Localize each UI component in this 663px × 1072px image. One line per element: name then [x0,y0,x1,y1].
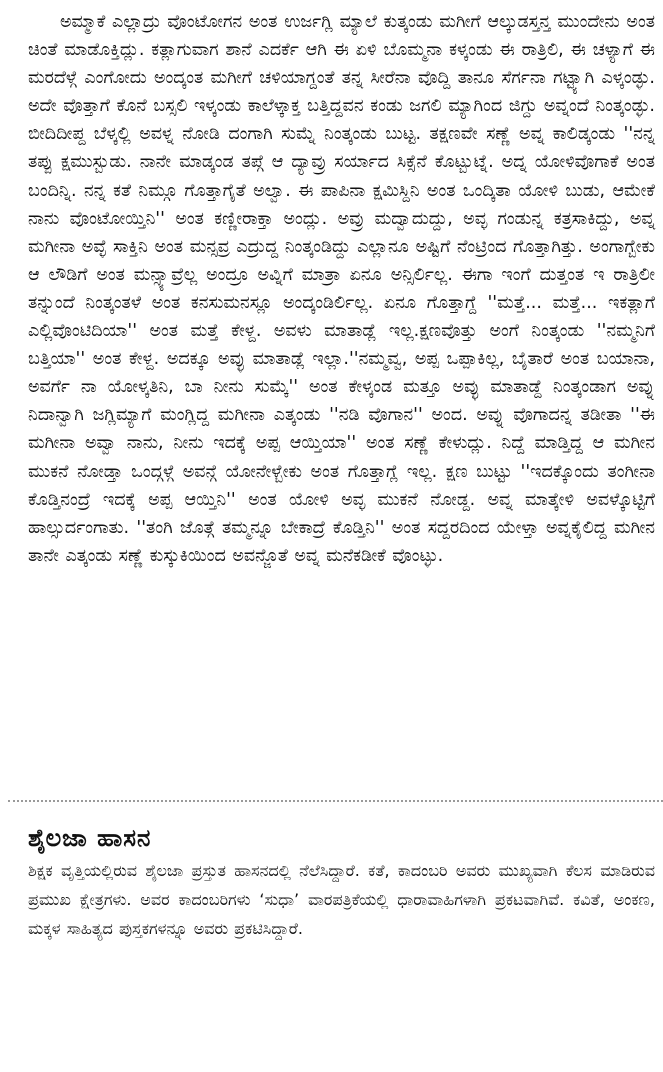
section-divider [8,800,663,802]
story-paragraph: ಅಮ್ಮಾಕೆ ಎಲ್ಲಾದ್ರು ವೊಂಟೋಗನ ಅಂತ ಉರ್ಜಗ್ಲಿ ಮ್ಯಾಲೆ ಕುತ್ಕಂಡು ಮಗೀಗೆ ಆಲ್ಕುಡಸ್ತನ್ತ ಮುಂದೇನು ಅಂತ ಚಿಂತೆ ಮಾಡೊಕ್ತಿದ್ಲು. ಕತ್ಲಾಗುವಾಗ ಶಾನೆ ಎದರ್ಕೆ ಆಗಿ ಈ ಏಳಿ ಬೊಮ್ಮನಾ ಕಳ್ಕಂಡು ಈ ರಾತ್ರಿಲಿ, ಈ ಚಳ್ಯಾಗೆ ಈ ಮರದೆಳ್ಗೆ ಎಂಗೋದು ಅಂದ್ಕಂತ ಮಗೀಗೆ ಚಳಿಯಾಗ್ದಂತೆ ತನ್ನ ಸೀರೆನಾ ವೊದ್ದಿ ತಾನೂ ಸೆರ್ಗನಾ ಗಟ್ಟ್ಯಾಗಿ ಎಳ್ಕಂಡ್ಳು. ಅದೇ ವೊತ್ತಾಗೆ ಕೊನೆ ಬಸ್ಸಲಿ ಇಳ್ಕಂಡು ಕಾಲೆಳ್ಕಾಕ್ತ ಬತ್ತಿದ್ದವನ ಕಂಡು ಜಗಲಿ ಮ್ಯಾಗಿಂದ ಜಿಗ್ದು ಅವ್ನಂದೆ ನಿಂತ್ಕಂಡ್ಳು. ಬೀದಿದೀಪ್ದ ಬೆಳ್ಕಲ್ಲಿ ಅವಳ್ನ ನೋಡಿ ದಂಗಾಗಿ ಸುಮ್ನೆ ನಿಂತ್ಕಂಡು ಬುಟ್ಟ. ತಕ್ಷಣವೇ ಸಣ್ಣೆ ಅವ್ನ ಕಾಲಿಡ್ಕಂಡು ''ನನ್ನ ತಪ್ಪು ಕ್ಷಮುಸ್ಬುಡು. ನಾನೇ ಮಾಡ್ಕಂಡ ತಪ್ಗೆ ಆ ದ್ಯಾವ್ರು ಸರ್ಯಾದ ಸಿಕ್ಸೆನೆ ಕೊಟ್ಬುಟ್ನೆ. ಅದ್ನ ಯೋಳಿವೊಗಾಕೆ ಅಂತ ಬಂದಿನ್ನಿ. ನನ್ನ ಕತೆ ನಿಮ್ಗೂ ಗೊತ್ತಾಗೈತೆ ಅಲ್ವಾ. ಈ ಪಾಪಿನಾ ಕ್ಷಮಿಸ್ದಿನಿ ಅಂತ ಒಂದ್ಕಿತಾ ಯೋಳಿ ಬುಡು, ಆಮೇಕೆ ನಾನು ವೊಂಟೋಯ್ತಿನಿ'' ಅಂತ ಕಣ್ಣೀರಾಕ್ತಾ ಅಂದ್ಲು. ಅವ್ರು ಮದ್ವಾದುದ್ದು, ಅವ್ಳ ಗಂಡುನ್ನ ಕತ್ರಸಾಕಿದ್ದು, ಅವ್ನ ಮಗೀನಾ ಅವ್ಳೆ ಸಾಕ್ತಿನಿ ಅಂತ ಮನ್ಸವ್ರ ಎದ್ರುದ್ದ ನಿಂತ್ಕಂಡಿದ್ದು ಎಲ್ಲಾನೂ ಅಷ್ಟಿಗೆ ನೆಂಟ್ರಿಂದ ಗೊತ್ತಾಗಿತ್ತು. ಅಂಗಾಗ್ಬೇಕು ಆ ಲೌಡಿಗೆ ಅಂತ ಮನ್ಸ್ಯಾವ್ರೆಲ್ಲ ಅಂದ್ರೂ ಅವ್ನಿಗೆ ಮಾತ್ರಾ ಏನೂ ಅನ್ಸಿರ್ಲಿಲ್ಲ. ಈಗಾ ಇಂಗೆ ದುತ್ತಂತ ಇ ರಾತ್ರಿಲೀ ತನ್ನುಂದೆ ನಿಂತ್ಕಂತಳೆ ಅಂತ ಕನಸುಮನಸ್ಲೂ ಅಂದ್ಕಂಡಿರ್ಲಿಲ್ಲ. ಏನೂ ಗೊತ್ತಾಗ್ದೆ ''ಮತ್ತೆ... ಮತ್ತೆ... ಇಕತ್ಲಾಗೆ ಎಲ್ಲಿವೊಂಟಿದಿಯಾ'' ಅಂತ ಮತ್ತೆ ಕೇಳ್ದ. ಅವಳು ಮಾತಾಡ್ಲೆ ಇಲ್ಲ.ಕ್ಷಣವೊತ್ತು ಅಂಗೆ ನಿಂತ್ಕಂಡು ''ನಮ್ಮನಿಗೆ ಬತ್ತಿಯಾ'' ಅಂತ ಕೇಳ್ದ. ಅದಕ್ಕೂ ಅವ್ಳು ಮಾತಾಡ್ಲೆ ಇಲ್ಲಾ.''ನಮ್ಮವ್ವ, ಅಪ್ಪ ಒಪ್ಪಾಕಿಲ್ಲ, ಬೈತಾರೆ ಅಂತ ಬಯಾನಾ, ಅವರ್ಗೆ ನಾ ಯೋಳ್ಕತಿನಿ, ಬಾ ನೀನು ಸುಮ್ಕೆ'' ಅಂತ ಕೇಳ್ಕಂಡ ಮತ್ತೂ ಅವ್ಳು ಮಾತಾಡ್ದೆ ನಿಂತ್ಕಂಡಾಗ ಅವ್ನು ನಿದಾನ್ವಾಗಿ ಜಗ್ಲಿಮ್ಯಾಗೆ ಮಂಗ್ಲಿದ್ದ ಮಗೀನಾ ಎತ್ಕಂಡು ''ನಡಿ ವೊಗಾನ'' ಅಂದ. ಅವ್ನು ವೊಗಾದನ್ನ ತಡೀತಾ ''ಈ ಮಗೀನಾ ಅವ್ವಾ ನಾನು, ನೀನು ಇದಕ್ಕೆ ಅಪ್ಪ ಆಯ್ತಿಯಾ'' ಅಂತ ಸಣ್ಣೆ ಕೇಳುದ್ಲು. ನಿದ್ದೆ ಮಾಡ್ತಿದ್ದ ಆ ಮಗೀನ ಮುಕನೆ ನೋಡ್ತಾ ಒಂದ್ಗಳ್ಗೆ ಅವನ್ಗೆ ಯೋನೇಳ್ಬೇಕು ಅಂತ ಗೊತ್ತಾಗ್ಲೆ ಇಲ್ಲ. ಕ್ಷಣ ಬುಟ್ಟು ''ಇದಕ್ಕೊಂದು ತಂಗೀನಾ ಕೊಡ್ತಿನಂದ್ರೆ ಇದಕ್ಕೆ ಅಪ್ಪ ಆಯ್ತಿನಿ'' ಅಂತ ಯೋಳಿ ಅವ್ಳ ಮುಕನೆ ನೋಡ್ದ. ಅವ್ನ ಮಾತ್ಕೇಳಿ ಅವಳ್ಕೊಟ್ಟಿಗೆ ಹಾಲ್ಸುರ್ದಂಗಾತು. ''ತಂಗಿ ಜೊತ್ಗೆ ತಮ್ಮನ್ನೂ ಬೇಕಾದ್ರೆ ಕೊಡ್ತಿನಿ'' ಅಂತ ಸದ್ದರದಿಂದ ಯೇಳ್ತಾ ಅವ್ನಕೈಲಿದ್ದ ಮಗೀನ ತಾನೇ ಎತ್ಕಂಡು ಸಣ್ಣೆ ಕುಸ್ಕುಕಿಯಿಂದ ಅವನ್ಜೊತೆ ಅವ್ನ ಮನೆಕಡೀಕೆ ವೊಂಟ್ಳು. [28,12,655,566]
author-name-heading: ಶೈಲಜಾ ಹಾಸನ [28,824,152,852]
author-bio: ಶಿಕ್ಷಕ ವೃತ್ತಿಯಲ್ಲಿರುವ ಶೈಲಜಾ ಪ್ರಸ್ತುತ ಹಾಸನದಲ್ಲಿ ನೆಲೆಸಿದ್ದಾರೆ. ಕತೆ, ಕಾದಂಬರಿ ಅವರು ಮುಖ್ಯವಾಗಿ ಕೆಲಸ ಮಾಡಿರುವ ಪ್ರಮುಖ ಕ್ಷೇತ್ರಗಳು. ಅವರ ಕಾದಂಬರಿಗಳು ‘ಸುಧಾ’ ವಾರಪತ್ರಿಕೆಯಲ್ಲಿ ಧಾರಾವಾಹಿಗಳಾಗಿ ಪ್ರಕಟವಾಗಿವೆ. ಕವಿತೆ, ಅಂಕಣ, ಮಕ್ಕಳ ಸಾಹಿತ್ಯದ ಪುಸ್ತಕಗಳನ್ನೂ ಅವರು ಪ್ರಕಟಿಸಿದ್ದಾರೆ. [28,861,655,938]
